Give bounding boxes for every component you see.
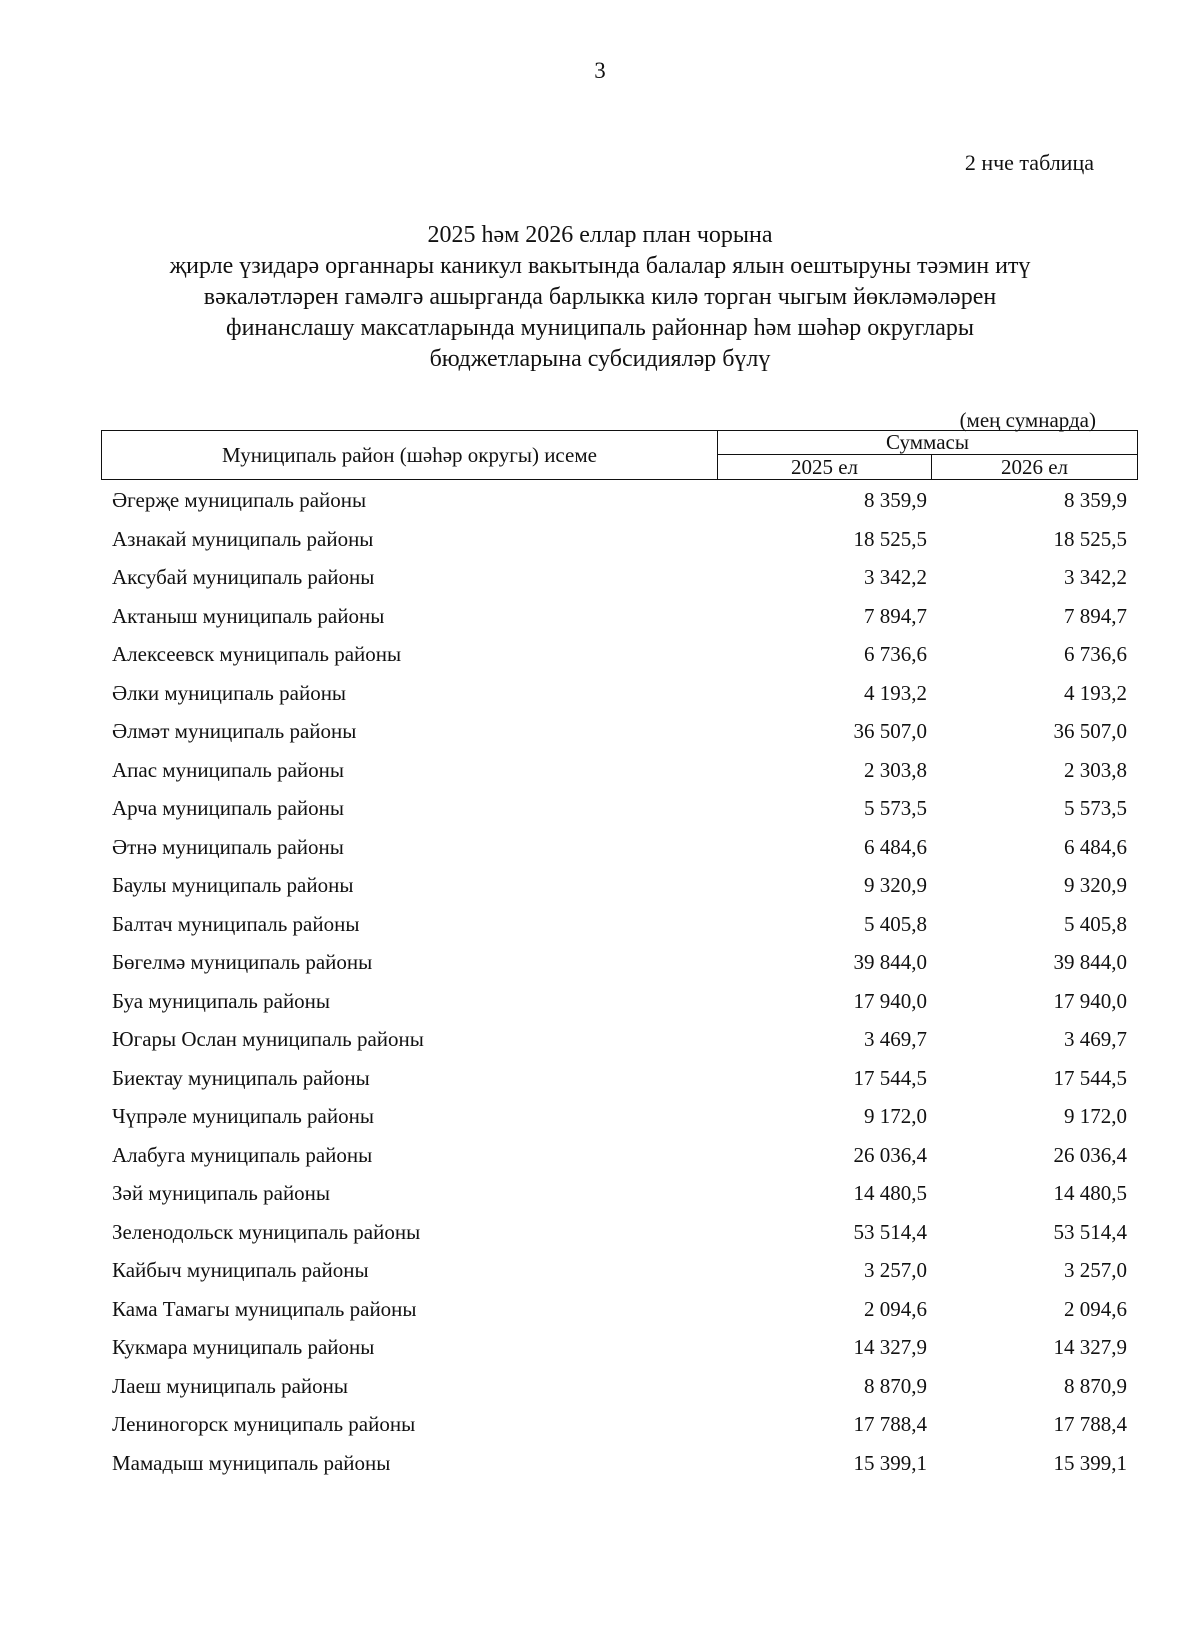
amount-2026: 14 480,5 bbox=[1053, 1181, 1127, 1205]
amount-2025: 17 940,0 bbox=[853, 988, 927, 1013]
amount-2026: 8 870,9 bbox=[1064, 1373, 1127, 1398]
page-number: 3 bbox=[594, 58, 606, 83]
district-name: Югары Ослан муниципаль районы bbox=[112, 1027, 424, 1051]
table-row bbox=[101, 1447, 1138, 1486]
amount-2026: 18 525,5 bbox=[1053, 526, 1127, 551]
district-name: Кайбыч муниципаль районы bbox=[112, 1258, 369, 1282]
title-line: бюджетларына субсидияләр бүлү bbox=[429, 346, 771, 372]
district-name: Арча муниципаль районы bbox=[112, 796, 344, 820]
table-label: 2 нче таблица bbox=[964, 150, 1094, 175]
table-row bbox=[101, 946, 1138, 985]
amount-2025: 17 788,4 bbox=[853, 1412, 927, 1436]
district-name: Буа муниципаль районы bbox=[112, 988, 331, 1013]
table-row bbox=[101, 908, 1138, 947]
district-name: Баулы муниципаль районы bbox=[112, 873, 354, 897]
amount-2025: 3 469,7 bbox=[864, 1027, 927, 1051]
header-year-2025: 2025 ел bbox=[718, 455, 932, 479]
amount-2025: 7 894,7 bbox=[864, 603, 927, 628]
amount-2025: 17 544,5 bbox=[853, 1065, 927, 1090]
amount-2026: 15 399,1 bbox=[1053, 1450, 1127, 1475]
district-name: Лаеш муниципаль районы bbox=[112, 1373, 349, 1398]
amount-2026: 3 342,2 bbox=[1064, 565, 1127, 589]
district-name: Кукмара муниципаль районы bbox=[112, 1335, 375, 1359]
amount-2025: 2 094,6 bbox=[864, 1296, 927, 1321]
title-line: финанслашу максатларында муниципаль районнар һәм шәһәр округлары bbox=[226, 315, 974, 341]
table-row bbox=[101, 792, 1138, 831]
amount-2025: 4 193,2 bbox=[864, 680, 927, 705]
amount-2026: 39 844,0 bbox=[1053, 950, 1127, 974]
district-name: Кама Тамагы муниципаль районы bbox=[112, 1296, 417, 1321]
amount-2025: 26 036,4 bbox=[853, 1142, 927, 1167]
title-line: 2025 һәм 2026 еллар план чорына bbox=[427, 222, 773, 248]
table-row bbox=[101, 1370, 1138, 1409]
header-name-column: Муниципаль район (шәһәр округы) исеме bbox=[102, 431, 718, 479]
amount-2026: 17 544,5 bbox=[1053, 1065, 1127, 1090]
district-name: Алексеевск муниципаль районы bbox=[112, 642, 402, 666]
amount-2025: 6 736,6 bbox=[864, 642, 927, 666]
table-row bbox=[101, 561, 1138, 600]
table-row bbox=[101, 1331, 1138, 1370]
title-line: җирле үзидарә органнары каникул вакытында балалар ялын оештыруны тәэмин итү bbox=[169, 253, 1031, 279]
table-row bbox=[101, 677, 1138, 716]
amount-2025: 2 303,8 bbox=[864, 757, 927, 782]
district-name: Әтнә муниципаль районы bbox=[112, 834, 344, 859]
title-line: вәкаләтләрен гамәлгә ашырганда барлыкка килә торган чыгым йөкләмәләрен bbox=[203, 284, 997, 310]
table-row bbox=[101, 1139, 1138, 1178]
district-name: Алабуга муниципаль районы bbox=[112, 1142, 373, 1167]
district-name: Зәй муниципаль районы bbox=[112, 1181, 331, 1205]
amount-2025: 8 870,9 bbox=[864, 1373, 927, 1398]
amount-2026: 4 193,2 bbox=[1064, 680, 1127, 705]
table-row bbox=[101, 1216, 1138, 1255]
district-name: Апас муниципаль районы bbox=[112, 757, 344, 782]
amount-2026: 5 573,5 bbox=[1064, 796, 1127, 820]
table-row bbox=[101, 1177, 1138, 1216]
table-row bbox=[101, 484, 1138, 523]
district-name: Азнакай муниципаль районы bbox=[112, 526, 374, 551]
amount-2025: 5 405,8 bbox=[864, 911, 927, 936]
amount-2025: 39 844,0 bbox=[853, 950, 927, 974]
amount-2025: 14 327,9 bbox=[853, 1335, 927, 1359]
table-body bbox=[101, 484, 1138, 1485]
amount-2026: 53 514,4 bbox=[1053, 1219, 1127, 1244]
amount-2026: 6 736,6 bbox=[1064, 642, 1127, 666]
amount-2026: 3 469,7 bbox=[1064, 1027, 1127, 1051]
district-name: Балтач муниципаль районы bbox=[112, 911, 360, 936]
document-title bbox=[60, 220, 1140, 375]
amount-2025: 36 507,0 bbox=[853, 719, 927, 743]
amount-2025: 14 480,5 bbox=[853, 1181, 927, 1205]
table-row bbox=[101, 1100, 1138, 1139]
amount-2025: 9 320,9 bbox=[864, 873, 927, 897]
table-row bbox=[101, 831, 1138, 870]
amount-2026: 2 094,6 bbox=[1064, 1296, 1127, 1321]
table-row bbox=[101, 1062, 1138, 1101]
table-row bbox=[101, 1408, 1138, 1447]
table-row bbox=[101, 869, 1138, 908]
table-header bbox=[101, 430, 1138, 480]
header-year-2026: 2026 ел bbox=[1000, 455, 1069, 479]
units-note: (мең сумнарда) bbox=[959, 408, 1096, 432]
amount-2026: 2 303,8 bbox=[1064, 757, 1127, 782]
amount-2026: 17 940,0 bbox=[1053, 988, 1127, 1013]
amount-2026: 8 359,9 bbox=[1064, 488, 1127, 512]
amount-2025: 18 525,5 bbox=[853, 526, 927, 551]
district-name: Әлмәт муниципаль районы bbox=[112, 719, 357, 743]
district-name: Мамадыш муниципаль районы bbox=[112, 1450, 391, 1475]
amount-2025: 3 342,2 bbox=[864, 565, 927, 589]
amount-2026: 9 320,9 bbox=[1064, 873, 1127, 897]
amount-2026: 5 405,8 bbox=[1064, 911, 1127, 936]
amount-2026: 3 257,0 bbox=[1064, 1258, 1127, 1282]
amount-2026: 14 327,9 bbox=[1053, 1335, 1127, 1359]
table-row bbox=[101, 638, 1138, 677]
amount-2025: 6 484,6 bbox=[864, 834, 927, 859]
amount-2026: 7 894,7 bbox=[1064, 603, 1127, 628]
amount-2026: 6 484,6 bbox=[1064, 834, 1127, 859]
table-row bbox=[101, 1023, 1138, 1062]
amount-2026: 17 788,4 bbox=[1053, 1412, 1127, 1436]
amount-2026: 36 507,0 bbox=[1053, 719, 1127, 743]
amount-2025: 8 359,9 bbox=[864, 488, 927, 512]
district-name: Зеленодольск муниципаль районы bbox=[112, 1219, 421, 1244]
amount-2025: 53 514,4 bbox=[853, 1219, 927, 1244]
amount-2025: 15 399,1 bbox=[853, 1450, 927, 1475]
district-name: Бөгелмә муниципаль районы bbox=[112, 950, 373, 974]
amount-2026: 26 036,4 bbox=[1053, 1142, 1127, 1167]
table-row bbox=[101, 1293, 1138, 1332]
amount-2025: 9 172,0 bbox=[864, 1104, 927, 1128]
header-sums-column: Суммасы bbox=[718, 431, 1137, 455]
table-row bbox=[101, 600, 1138, 639]
district-name: Аксубай муниципаль районы bbox=[112, 565, 375, 589]
district-name: Әгерҗе муниципаль районы bbox=[112, 488, 367, 512]
table-row bbox=[101, 1254, 1138, 1293]
table-row bbox=[101, 754, 1138, 793]
amount-2025: 3 257,0 bbox=[864, 1258, 927, 1282]
district-name: Әлки муниципаль районы bbox=[112, 680, 347, 705]
amount-2025: 5 573,5 bbox=[864, 796, 927, 820]
district-name: Биектау муниципаль районы bbox=[112, 1065, 370, 1090]
table-row bbox=[101, 715, 1138, 754]
amount-2026: 9 172,0 bbox=[1064, 1104, 1127, 1128]
district-name: Актаныш муниципаль районы bbox=[112, 603, 385, 628]
district-name: Чүпрәле муниципаль районы bbox=[112, 1104, 374, 1128]
table-row bbox=[101, 985, 1138, 1024]
district-name: Лениногорск муниципаль районы bbox=[112, 1412, 416, 1436]
table-row bbox=[101, 523, 1138, 562]
